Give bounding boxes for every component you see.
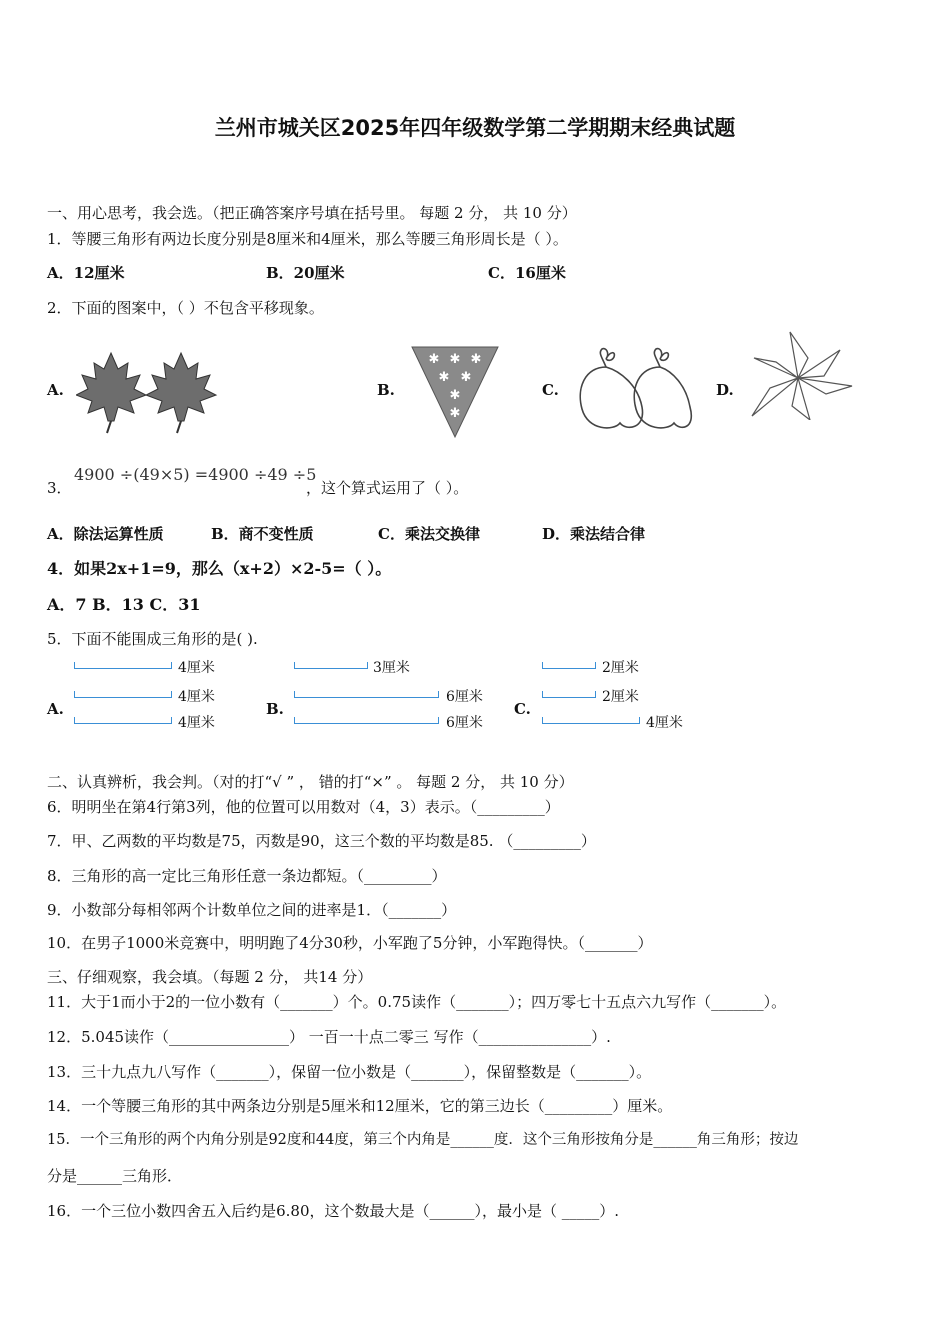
q5-c-length-3: 4厘米: [646, 715, 683, 731]
svg-text:✱: ✱: [449, 352, 461, 367]
q2-label-b: B.: [377, 381, 395, 399]
svg-text:✱: ✱: [449, 406, 461, 421]
q1-option-a: A．12厘米: [47, 264, 125, 282]
section-1-header: 一、用心思考，我会选。（把正确答案序号填在括号里。 每题 2 分， 共 10 分）: [47, 204, 577, 222]
q5-c-length-1: 2厘米: [602, 660, 639, 676]
question-2: 2．下面的图案中，（ ）不包含平移现象。: [47, 299, 324, 317]
svg-text:✱: ✱: [449, 388, 461, 403]
q5-c-segment-3: [542, 717, 640, 724]
q5-c-length-2: 2厘米: [602, 689, 639, 705]
svg-text:✱: ✱: [438, 370, 450, 385]
q5-c-segment-2: [542, 691, 596, 698]
heart-flowers-figure: [576, 345, 694, 439]
q3-option-a: A．除法运算性质: [47, 525, 164, 543]
question-1: 1．等腰三角形有两边长度分别是8厘米和4厘米，那么等腰三角形周长是（ ）。: [47, 230, 568, 248]
q5-a-segment-3: [74, 717, 172, 724]
question-12: 12．5.045读作（________________） 一百一十点二零三 写作（_______________）.: [47, 1028, 611, 1046]
svg-text:✱: ✱: [470, 352, 482, 367]
snowflake-triangle-figure: [410, 345, 500, 439]
q1-option-c: C．16厘米: [488, 264, 566, 282]
q5-a-segment-2: [74, 691, 172, 698]
question-10: 10．在男子1000米竞赛中，明明跑了4分30秒，小军跑了5分钟，小军跑得快。（_______）: [47, 934, 653, 952]
page-title: 兰州市城关区2025年四年级数学第二学期期末经典试题: [214, 116, 736, 140]
q5-a-length-1: 4厘米: [178, 660, 215, 676]
pinwheel-figure: [748, 328, 858, 420]
q5-c-segment-1: [542, 662, 596, 669]
question-6: 6．明明坐在第4行第3列，他的位置可以用数对（4，3）表示。（_________）: [47, 798, 560, 816]
q5-a-segment-1: [74, 662, 172, 669]
q3-option-d: D．乘法结合律: [542, 525, 646, 543]
q2-label-a: A.: [47, 381, 64, 399]
q3-text: ，这个算式运用了（ ）。: [306, 479, 469, 497]
q5-a-length-2: 4厘米: [178, 689, 215, 705]
q1-option-b: B．20厘米: [266, 264, 345, 282]
svg-text:✱: ✱: [460, 370, 472, 385]
q5-label-c: C.: [514, 700, 531, 718]
q4-options: A．7 B．13 C．31: [47, 595, 201, 614]
q3-equation: 4900 ÷(49×5) =4900 ÷49 ÷5: [74, 465, 317, 484]
q3-option-c: C．乘法交换律: [378, 525, 480, 543]
question-5: 5．下面不能围成三角形的是( ).: [47, 630, 258, 648]
q5-label-a: A.: [47, 700, 64, 718]
q5-b-length-1: 3厘米: [373, 660, 410, 676]
svg-text:✱: ✱: [428, 352, 440, 367]
q5-b-segment-3: [294, 717, 439, 724]
q5-label-b: B.: [266, 700, 284, 718]
q2-label-d: D.: [716, 381, 734, 399]
q5-a-length-3: 4厘米: [178, 715, 215, 731]
q5-b-length-3: 6厘米: [446, 715, 483, 731]
question-15-line-2: 分是______三角形．: [47, 1167, 183, 1185]
question-14: 14．一个等腰三角形的其中两条边分别是5厘米和12厘米，它的第三边长（_________）厘米。: [47, 1097, 673, 1115]
q2-label-c: C.: [542, 381, 559, 399]
question-11: 11．大于1而小于2的一位小数有（_______）个。0.75读作（_______）；四万零七十五点六九写作（_______）。: [47, 993, 787, 1011]
question-7: 7．甲、乙两数的平均数是75，丙数是90，这三个数的平均数是85. （_________）: [47, 832, 596, 850]
question-8: 8．三角形的高一定比三角形任意一条边都短。（_________）: [47, 867, 447, 885]
question-9: 9．小数部分每相邻两个计数单位之间的进率是1．（_______）: [47, 901, 457, 919]
section-3-header: 三、仔细观察，我会填。（每题 2 分， 共14 分）: [47, 968, 373, 986]
q5-b-segment-1: [294, 662, 368, 669]
q5-b-segment-2: [294, 691, 439, 698]
question-4: 4．如果2x+1=9，那么（x+2）×2-5=（ ）。: [47, 559, 392, 578]
q3-number: 3．: [47, 479, 72, 497]
question-15-line-1: 15．一个三角形的两个内角分别是92度和44度，第三个内角是______度．这个三角形按角分是______角三角形；按边: [47, 1132, 799, 1148]
question-13: 13．三十九点九八写作（_______），保留一位小数是（_______），保留整数是（_______）。: [47, 1063, 652, 1081]
q3-option-b: B．商不变性质: [211, 525, 314, 543]
q5-b-length-2: 6厘米: [446, 689, 483, 705]
maple-leaves-figure: [76, 343, 226, 435]
section-2-header: 二、认真辨析，我会判。（对的打“√ ” ， 错的打“×” 。 每题 2 分， 共 10 分）: [47, 773, 574, 791]
question-16: 16．一个三位小数四舍五入后约是6.80，这个数最大是（______），最小是（ _____）.: [47, 1202, 620, 1220]
